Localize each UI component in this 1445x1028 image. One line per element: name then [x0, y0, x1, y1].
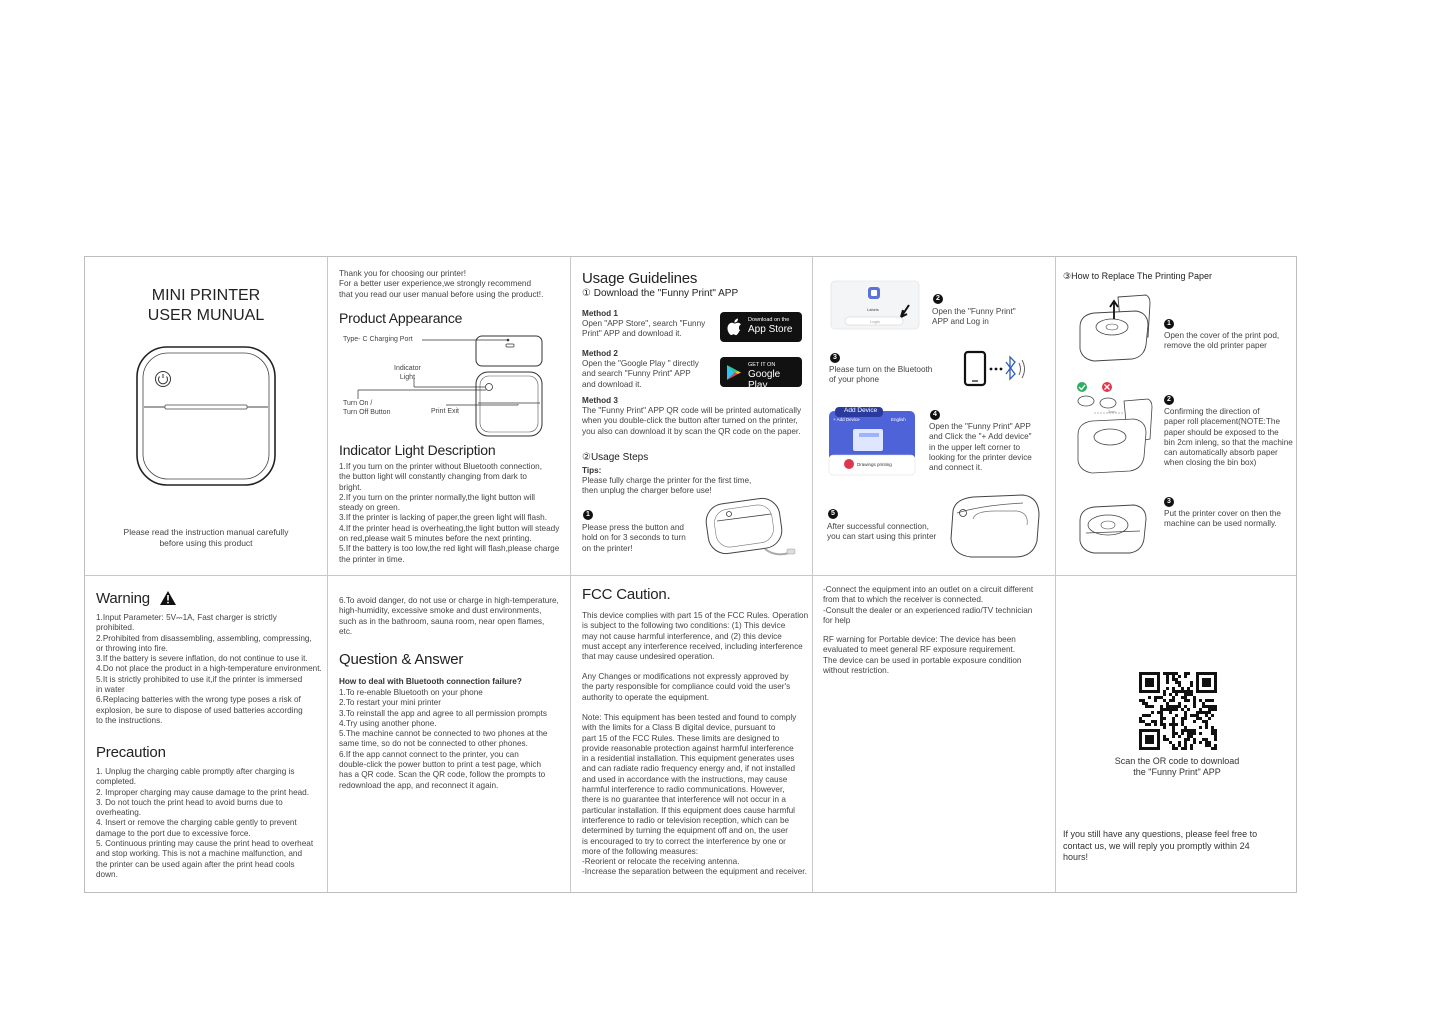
- intro-text: Thank you for choosing our printer! For a better user experience,we strongly recommend that you read our user manual before using the product!.: [339, 269, 544, 299]
- usage-title: Usage Guidelines: [582, 270, 698, 287]
- warning-panel: [85, 576, 327, 894]
- indicator-title: Indicator Light Description: [339, 442, 496, 458]
- method2-text: Open the "Google Play " directly and search "Funny Print" APP and download it.: [582, 359, 699, 389]
- paper-direction-illustration: [1072, 379, 1156, 475]
- apple-icon: [726, 318, 742, 336]
- power-button-label: Turn On / Turn Off Button: [343, 400, 391, 416]
- qr-caption: Scan the OR code to download the "Funny Print" APP: [1114, 756, 1240, 777]
- contact-text: If you still have any questions, please feel free to contact us, we will reply you promptly within 24 hours!: [1063, 829, 1258, 862]
- step1-text: Please press the button and hold on for 3 seconds to turn on the printer!: [582, 523, 686, 553]
- contact-panel: [1056, 576, 1298, 894]
- step2-number: 2: [933, 294, 943, 304]
- tips-text: Please fully charge the printer for the first time, then unplug the charger before use!: [582, 476, 752, 496]
- cover-panel: [85, 257, 327, 575]
- steps-title: ②Usage Steps: [582, 452, 649, 463]
- step5-number: 5: [828, 509, 838, 519]
- step5-text: After successful connection, you can start using this printer: [827, 522, 937, 542]
- method2-title: Method 2: [582, 349, 618, 358]
- replace-step2-text: Confirming the direction of paper roll placement(NOTE:The paper should be exposed to the bin 2cm inleng, so that the machine can automatically absorb paper when closing the bin box): [1164, 407, 1293, 468]
- fcc-title: FCC Caution.: [582, 586, 671, 603]
- measure-label: 2cm: [1108, 409, 1116, 414]
- closed-cover-illustration: [1076, 501, 1150, 555]
- step3-number: 3: [830, 353, 840, 363]
- step4-number: 4: [930, 410, 940, 420]
- replace-step3-text: Put the printer cover on then the machine can be used normally.: [1164, 509, 1281, 529]
- method1-text: Open "APP Store", search "Funny Print" APP and download it.: [582, 319, 706, 339]
- printer-printing-illustration: [943, 491, 1043, 561]
- steps-panel: [813, 257, 1055, 575]
- warning-text: 1.Input Parameter: 5V⎓1A, Fast charger is strictly prohibited. 2.Prohibited from disassembling, assembling, compressing, or throwing into fire. 3.If the battery is severe inflation, do not continue to use it. 4.Do not place the product in a high-temperature environment. 5.It is strictly prohibited to use it,if the printer is immersed in water 6.Replacing batteries with the wrong type poses a risk of explosion, be sure to dispose of used batteries according to the instructions.: [96, 613, 322, 725]
- qr-code[interactable]: [1139, 672, 1217, 750]
- print-exit-label: Print Exit: [431, 408, 460, 415]
- qa-panel: [328, 576, 570, 894]
- add-device-label[interactable]: Add Device: [844, 407, 878, 414]
- printer-illustration: [135, 345, 277, 487]
- labels-caption: Labels: [867, 307, 879, 312]
- replace-title: ③How to Replace The Printing Paper: [1063, 271, 1212, 281]
- app-store-small: Download on the: [748, 317, 790, 323]
- step2-text: Open the "Funny Print" APP and Log in: [932, 307, 1016, 327]
- step3-text: Please turn on the Bluetooth of your phone: [829, 365, 933, 385]
- replace-panel: [1056, 257, 1298, 575]
- add-device-small[interactable]: + Add Device: [833, 417, 860, 422]
- qa-question: How to deal with Bluetooth connection failure?: [339, 677, 522, 686]
- replace-step3-number: 3: [1164, 497, 1174, 507]
- fcc2-paragraph-2: RF warning for Portable device: The device has been evaluated to meet general RF exposure requirement. The device can be used in portable exposure condition without restriction.: [823, 635, 1022, 675]
- usage-subtitle: ① Download the "Funny Print" APP: [582, 288, 739, 299]
- step1-number: 1: [583, 510, 593, 520]
- english-label[interactable]: English: [891, 417, 906, 422]
- cover-title: MINI PRINTER USER MUNUAL: [147, 287, 265, 324]
- precaution-text: 1. Unplug the charging cable promptly after charging is completed. 2. Improper charging may cause damage to the print head. 3. Do not touch the print head to avoid burns due to overheating. 4. Insert or remove the charging cable gently to prevent damage to the port due to excessive force. 5. Continuous printing may cause the print head to overheat and stop working. This is not a machine malfunction, and the printer can be used again after the print head cools down.: [96, 767, 314, 879]
- qa-top-text: 6.To avoid danger, do not use or charge in high-temperature, high-humidity, excessive smoke and dust environments, such as in the bathroom, sauna room, near open flames, etc.: [339, 596, 559, 636]
- phone-bluetooth-icon: [963, 351, 1033, 387]
- fcc-paragraph-3: Note: This equipment has been tested and found to comply with the limits for a Class B digital device, pursuant to part 15 of the FCC Rules. These limits are designed to provide reasonable protection against harmful interference in a residential installation. This equipment generates uses and can radiate radio frequency energy and, if not installed and used in accordance with the instructions, may cause harmful interference to radio communications. However, there is no guarantee that interference will not occur in a particular installation. If this equipment does cause harmful interference to radio or television reception, which can be determined by turning the equipment off and on, the user is encouraged to try to correct the interference by one or more of the following measures: -Reorient or relocate the receiving antenna. -Increase the separation between the equipment and receiver.: [582, 713, 807, 877]
- fcc2-paragraph-1: -Connect the equipment into an outlet on a circuit different from that to which the receiver is connected. -Consult the dealer or an experienced radio/TV technician for help: [823, 585, 1034, 625]
- precaution-title: Precaution: [96, 744, 166, 761]
- fcc-paragraph-2: Any Changes or modifications not expressly approved by the party responsible for compliance could void the user's authority to operate the equipment.: [582, 672, 791, 702]
- app-store-big: App Store: [748, 324, 793, 335]
- warning-icon: [159, 590, 177, 606]
- login-caption: Login: [870, 319, 880, 324]
- charging-port-label: Type- C Charging Port: [343, 336, 413, 343]
- fcc-continued-panel: [813, 576, 1055, 894]
- method1-title: Method 1: [582, 309, 618, 318]
- appearance-title: Product Appearance: [339, 310, 463, 326]
- qa-answers: 1.To re-enable Bluetooth on your phone 2.To restart your mini printer 3.To reinstall the app and agree to all permission prompts 4.Try using another phone. 5.The machine cannot be connected to two phones at the same time, so do not be connected to other phones. 6.If the app cannot connect to the printer, you can double-click the power button to print a test page, which has a QR code. Scan the QR code, follow the prompts to redownload the app, and reconnect it again.: [339, 688, 548, 790]
- open-cover-illustration: [1076, 291, 1152, 363]
- manual-sheet: [84, 256, 1297, 893]
- method3-title: Method 3: [582, 396, 618, 405]
- method3-text: The "Funny Print" APP QR code will be printed automatically when you double-click the button after turned on the printer, you also can download it by scan the QR code on the paper.: [582, 406, 802, 436]
- replace-step2-number: 2: [1164, 395, 1174, 405]
- app-store-badge[interactable]: [720, 312, 802, 342]
- google-play-icon: [726, 364, 742, 381]
- warning-title: Warning: [96, 590, 150, 607]
- tips-title: Tips:: [582, 466, 602, 475]
- indicator-text: 1.If you turn on the printer without Bluetooth connection, the button light will constantly changing from dark to bright. 2.If you turn on the printer normally,the light button will steady on green. 3.If the printer is lacking of paper,the green light will flash. 4.If the printer head is overheating,the light button will steady on red,please wait 5 minutes before the next printing. 5.If the battery is too low,the red light will flash,please charge the printer in time.: [339, 462, 560, 564]
- qa-title: Question & Answer: [339, 651, 464, 668]
- fcc-paragraph-1: This device complies with part 15 of the FCC Rules. Operation is subject to the following two conditions: (1) This device may not cause harmful interference, and (2) this device must accept any interference received, including interference that may cause undesired operation.: [582, 611, 809, 662]
- product-diagram: [328, 332, 570, 442]
- fcc-panel: [571, 576, 812, 894]
- printer-with-cable-illustration: [705, 497, 797, 563]
- drawings-label[interactable]: Drawings printing: [857, 462, 892, 467]
- usage-panel: [571, 257, 812, 575]
- google-play-badge[interactable]: [720, 357, 802, 391]
- product-panel: [328, 257, 570, 575]
- indicator-label: Indicator Light: [394, 365, 421, 381]
- google-play-big: Google Play: [748, 369, 781, 391]
- replace-step1-text: Open the cover of the print pod, remove the old printer paper: [1164, 331, 1280, 351]
- cover-note: Please read the instruction manual carefully before using this product: [123, 527, 289, 548]
- google-play-small: GET IT ON: [748, 362, 776, 368]
- replace-step1-number: 1: [1164, 319, 1174, 329]
- step4-text: Open the "Funny Print" APP and Click the "+ Add device" in the upper left corner to looking for the printer device and connect it.: [929, 422, 1032, 473]
